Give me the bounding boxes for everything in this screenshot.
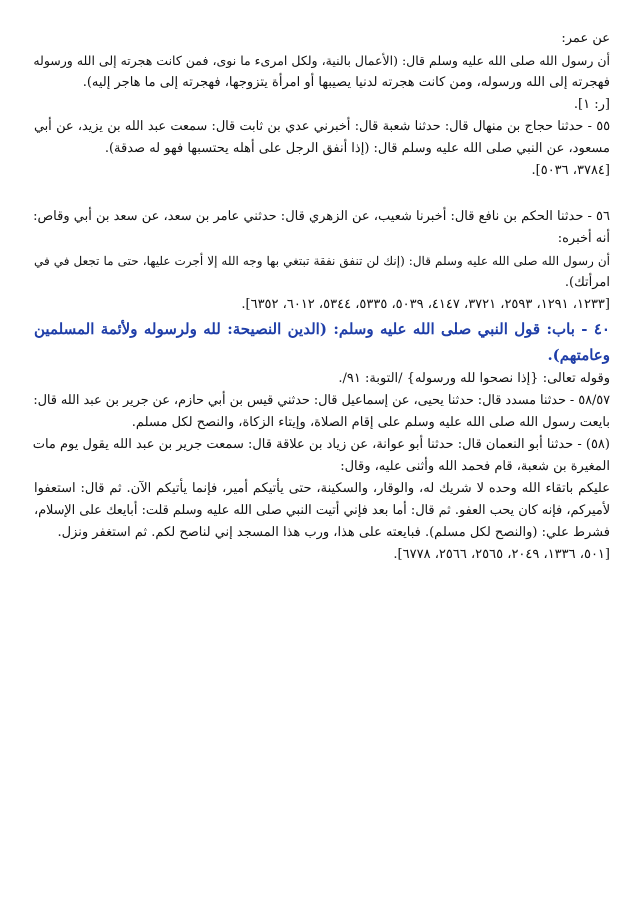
hadith-55-chain: ٥٥ - حدثنا حجاج بن منهال قال: حدثنا شعبة قال: أخبرني عدي بن ثابت قال: سمعت عبد الله بن يزيد، عن أبي xyxy=(34,119,610,134)
hadith-58-chain: المغيرة بن شعبة، قام فحمد الله وأثنى عليه، وقال: xyxy=(340,459,610,474)
hadith-56-text: امرأتك). xyxy=(564,275,610,290)
chapter-heading: ٤٠ - باب: قول النبي صلى الله عليه وسلم: (الدين النصيحة: لله ولرسوله ولأئمة المسلمين xyxy=(34,320,610,338)
hadith-58-chain: (٥٨) - حدثنا أبو النعمان قال: حدثنا أبو عوانة، عن زياد بن علاقة قال: سمعت جرير بن عبد الله يقول يوم مات xyxy=(32,437,610,452)
hadith-text: فهجرته إلى الله ورسوله، ومن كانت هجرته لدنيا يصيبها أو امرأة يتزوجها، فهجرته إلى ما هاجر إليه). xyxy=(82,75,610,90)
hadith-57-chain: ٥٨/٥٧ - حدثنا مسدد قال: حدثنا يحيى، عن إسماعيل قال: حدثني قيس بن أبي حازم، عن جرير بن عبد الله قال: xyxy=(33,393,610,408)
reference: [ر: ١]. xyxy=(573,97,610,112)
hadith-55-text: مسعود، عن النبي صلى الله عليه وسلم قال: (إذا أنفق الرجل على أهله يحتسبها فهو له صدقة). xyxy=(104,141,610,156)
chapter-heading: وعامتهم). xyxy=(547,346,610,364)
narrator-line: عن عمر: xyxy=(561,31,610,46)
hadith-56-text: أن رسول الله صلى الله عليه وسلم قال: (إنك لن تنفق نفقة تبتغي بها وجه الله إلا أجرت عليها، حتى ما تجعل في في xyxy=(34,254,610,268)
quran-verse: وقوله تعالى: {إذا نصحوا لله ورسوله} /التوبة: ٩١/. xyxy=(338,371,610,386)
hadith-text: أن رسول الله صلى الله عليه وسلم قال: (الأعمال بالنية، ولكل امرىء ما نوى، فمن كانت هجرته إلى الله ورسوله xyxy=(33,53,610,68)
hadith-58-text: عليكم باتقاء الله وحده لا شريك له، والوقار، والسكينة، حتى يأتيكم أمير، فإنما يأتيكم الآن. ثم قال: استعفوا xyxy=(34,481,610,496)
reference: [٣٧٨٤، ٥٠٣٦]. xyxy=(531,163,610,178)
spacer xyxy=(34,182,610,206)
hadith-58-text: فشرط علي: (والنصح لكل مسلم). فبايعته على هذا، ورب هذا المسجد إني لناصح لكم. ثم استغفر ونزل. xyxy=(57,525,610,540)
hadith-56-chain: أنه أخبره: xyxy=(557,231,610,246)
hadith-57-text: بايعت رسول الله صلى الله عليه وسلم على إقام الصلاة، وإيتاء الزكاة، والنصح لكل مسلم. xyxy=(131,415,610,430)
reference: [٥٠١، ١٣٣٦، ٢٠٤٩، ٢٥٦٥، ٢٥٦٦، ٦٧٧٨]. xyxy=(393,547,610,562)
hadith-58-text: لأميركم، فإنه كان يحب العفو. ثم قال: أما بعد فإني أتيت النبي صلى الله عليه وسلم قلت: أبايعك على الإسلام، xyxy=(34,503,610,518)
document-page xyxy=(34,28,610,566)
hadith-56-chain: ٥٦ - حدثنا الحكم بن نافع قال: أخبرنا شعيب، عن الزهري قال: حدثني عامر بن سعد، عن سعد بن أبي وقاص: xyxy=(33,209,610,224)
reference: [١٢٣٣، ١٢٩١، ٢٥٩٣، ٣٧٢١، ٤١٤٧، ٥٠٣٩، ٥٣٣٥، ٥٣٤٤، ٦٠١٢، ٦٣٥٢]. xyxy=(241,297,610,312)
